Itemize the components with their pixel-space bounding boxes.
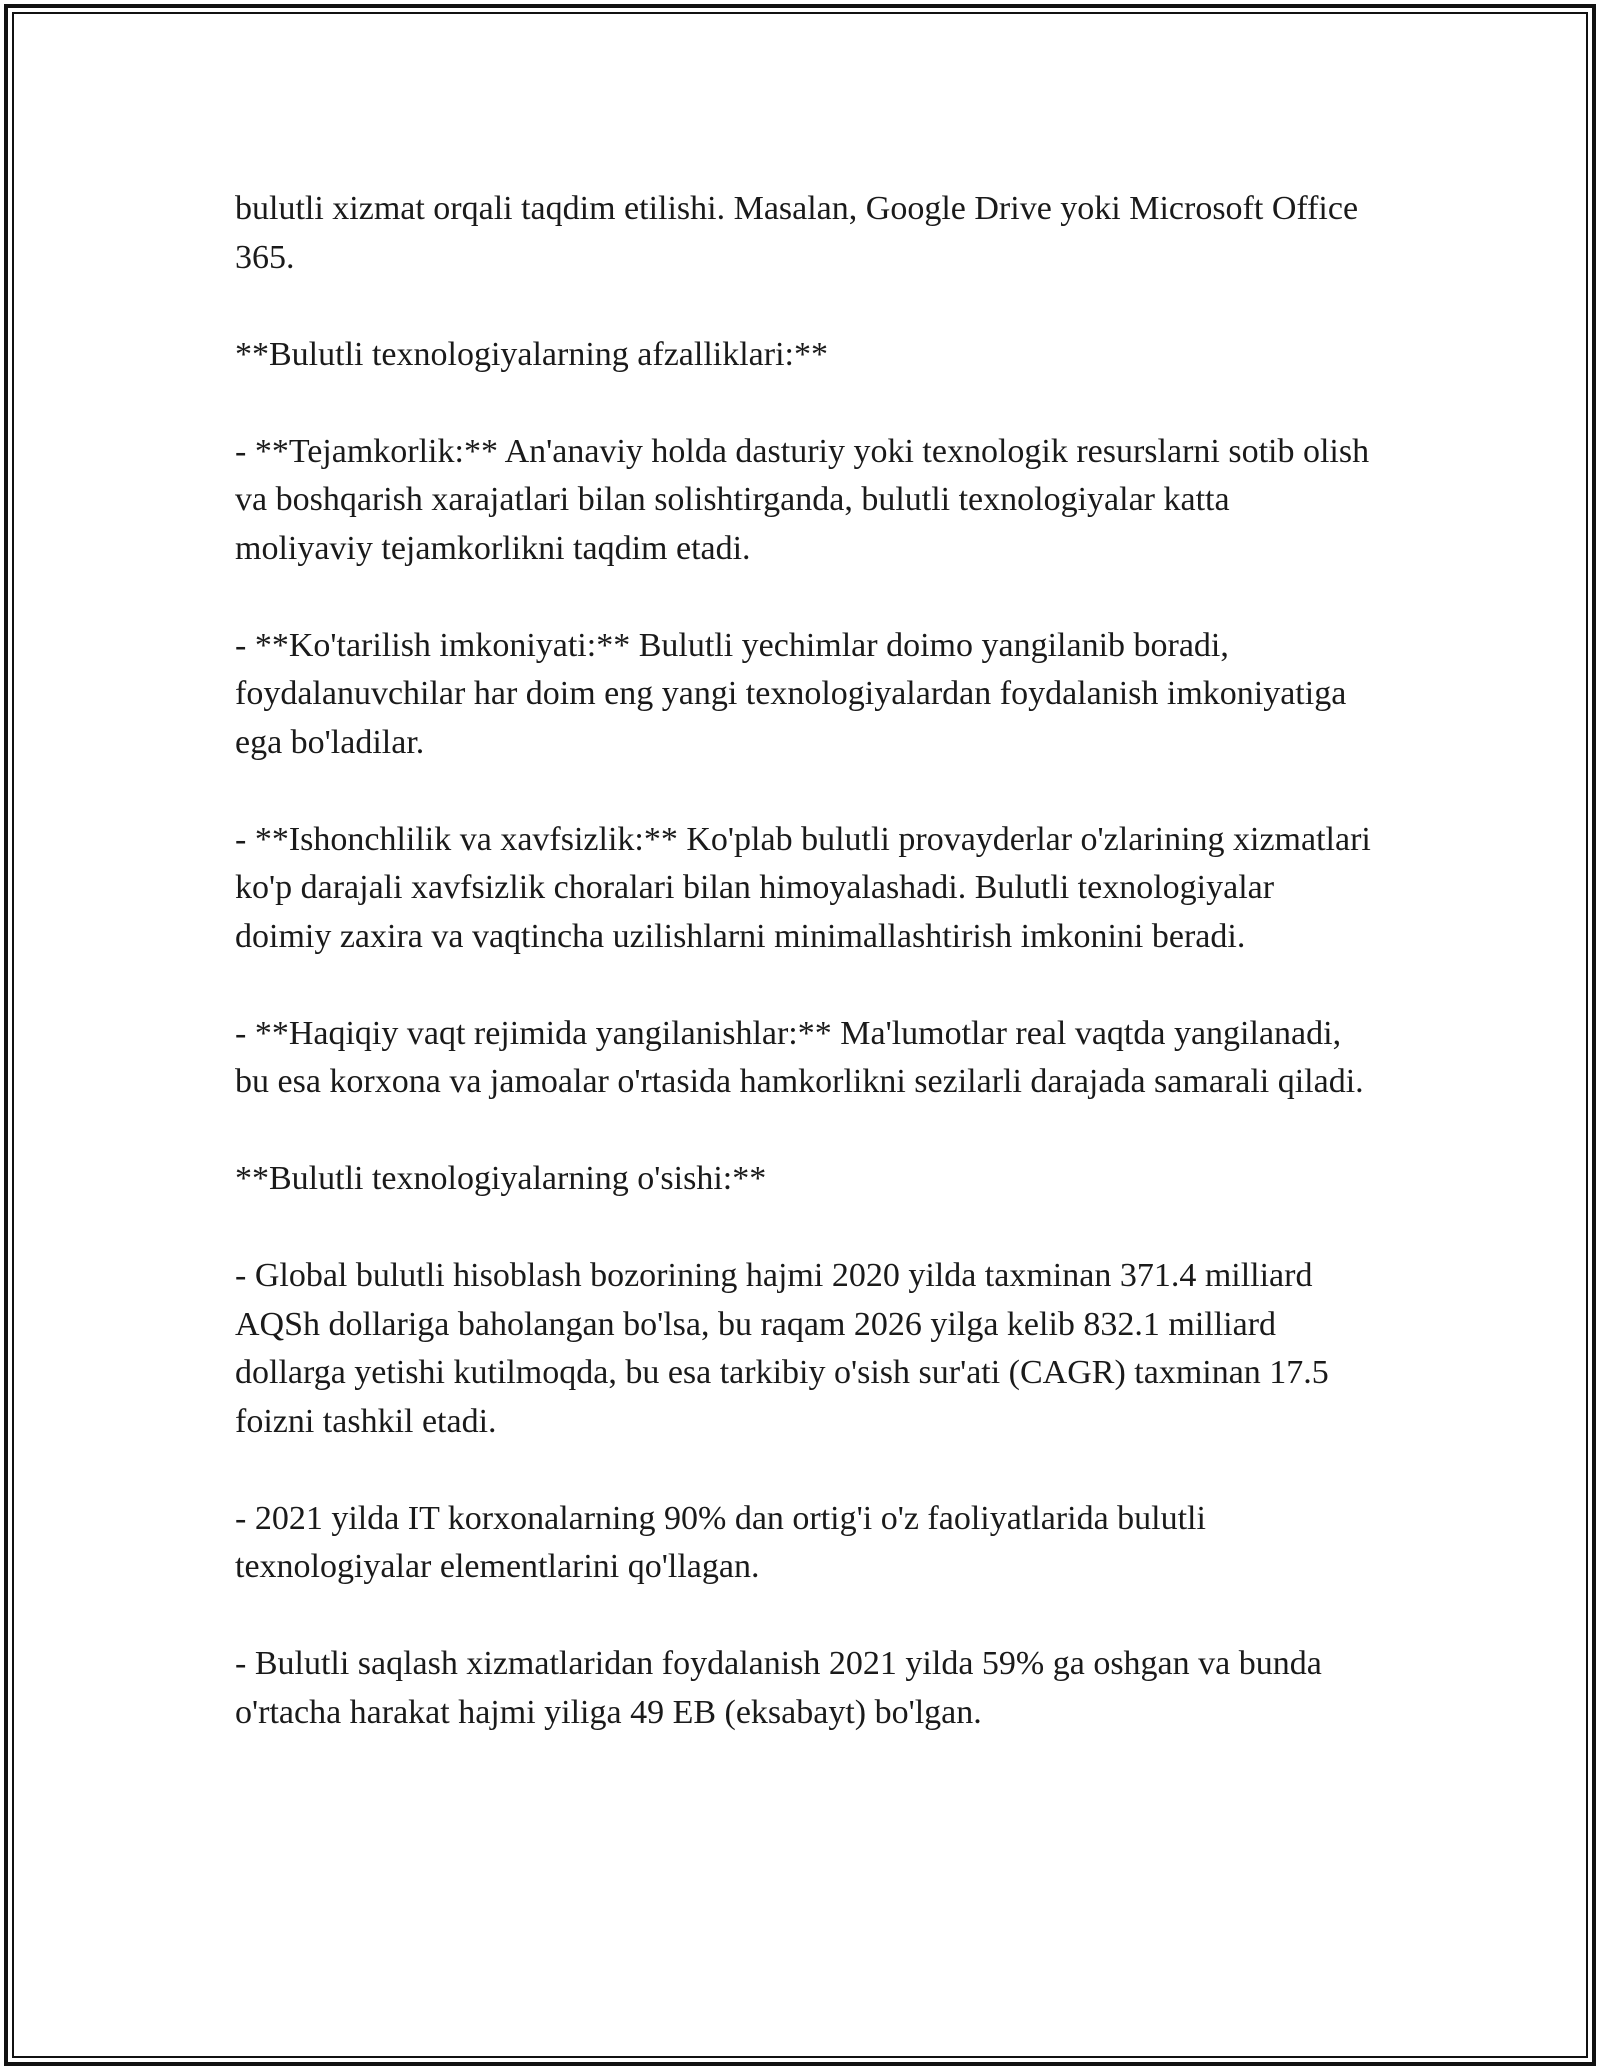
advantage-scalability: - **Ko'tarilish imkoniyati:** Bulutli yechimlar doimo yangilanib boradi, foydalanuvchilar har doim eng yangi texnologiyalardan foydalanish imkoniyatiga ega bo'ladilar.	[235, 626, 1347, 761]
advantage-reliability-security: - **Ishonchlilik va xavfsizlik:** Ko'plab bulutli provayderlar o'zlarining xizmatlari ko'p darajali xavfsizlik choralari bilan himoyalashadi. Bulutli texnologiyalar doimiy zaxira va vaqtincha uzilishlarni minimallashtirish imkonini beradi.	[235, 820, 1371, 955]
growth-market-size: - Global bulutli hisoblash bozorining hajmi 2020 yilda taxminan 371.4 milliard AQSh dollariga baholangan bo'lsa, bu raqam 2026 yilga kelib 832.1 milliard dollarga yetishi kutilmoqda, bu esa tarkibiy o'sish sur'ati (CAGR) taxminan 17.5 foizni tashkil etadi.	[235, 1257, 1329, 1440]
advantage-realtime-updates: - **Haqiqiy vaqt rejimida yangilanishlar:** Ma'lumotlar real vaqtda yangilanadi, bu esa korxona va jamoalar o'rtasida hamkorlikni sezilarli darajada samarali qiladi.	[235, 1014, 1364, 1100]
advantages-heading: **Bulutli texnologiyalarning afzalliklari:**	[235, 335, 828, 373]
growth-heading: **Bulutli texnologiyalarning o'sishi:**	[235, 1160, 767, 1197]
growth-it-adoption: - 2021 yilda IT korxonalarning 90% dan ortig'i o'z faoliyatlarida bulutli texnologiyalar elementlarini qo'llagan.	[235, 1499, 1206, 1585]
document-body	[235, 185, 1375, 1737]
growth-cloud-storage: - Bulutli saqlash xizmatlaridan foydalanish 2021 yilda 59% ga oshgan va bunda o'rtacha harakat hajmi yiliga 49 EB (eksabayt) bo'lgan.	[235, 1645, 1322, 1731]
intro-paragraph: bulutli xizmat orqali taqdim etilishi. Masalan, Google Drive yoki Microsoft Office 365.	[235, 190, 1359, 276]
advantage-cost-savings: - **Tejamkorlik:** An'anaviy holda dasturiy yoki texnologik resurslarni sotib olish va boshqarish xarajatlari bilan solishtirganda, bulutli texnologiyalar katta moliyaviy tejamkorlikni taqdim etadi.	[235, 432, 1370, 567]
